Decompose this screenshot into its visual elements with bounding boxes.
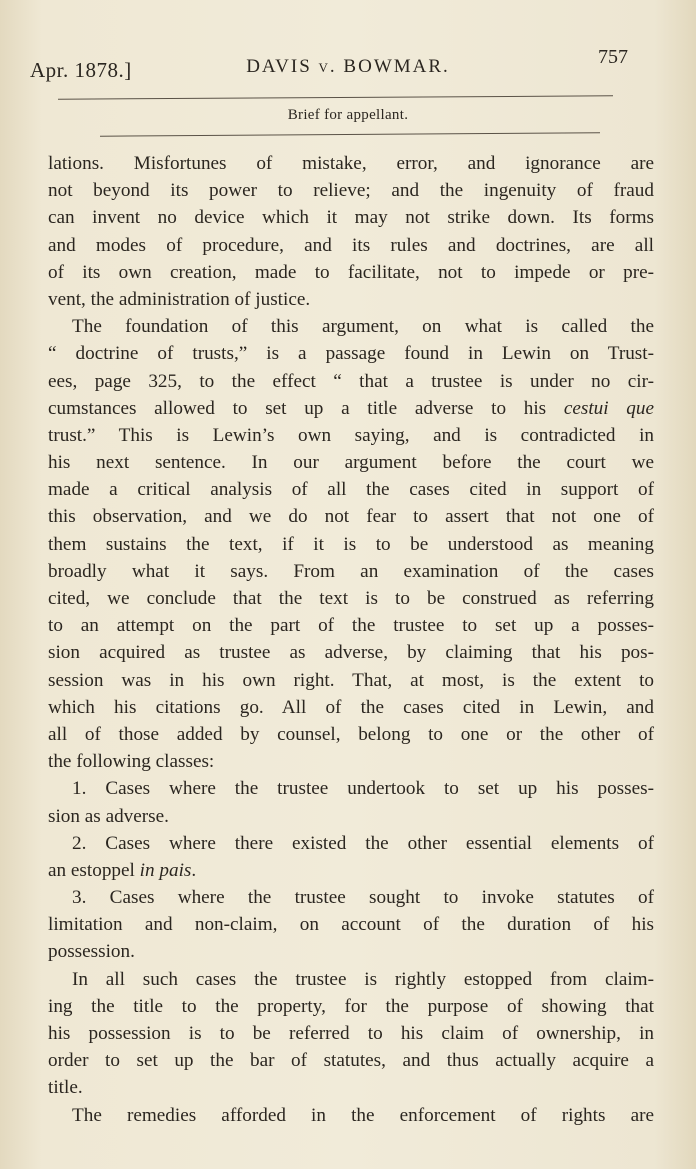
text-line-with-italic: [48, 395, 654, 422]
text-segment: cumstances allowed to set up a title adverse to his: [48, 397, 564, 419]
text-line: vent, the administration of justice.: [48, 288, 311, 310]
text-line: order to set up the bar of statutes, and thus actually acquire a: [48, 1050, 654, 1072]
text-line-with-italic: [48, 857, 654, 884]
text-line: to an attempt on the part of the trustee to set up a posses-: [48, 615, 654, 637]
section-subhead: Brief for appellant.: [287, 107, 409, 123]
text-line: of its own creation, made to facilitate, not to impede or pre-: [48, 261, 654, 283]
text-line: limitation and non-claim, on account of the duration of his: [48, 914, 654, 936]
list-item-1: 1. Cases where the trustee undertook to set up his posses-: [72, 778, 654, 800]
text-line: sion acquired as trustee as adverse, by claiming that his pos-: [48, 642, 654, 664]
text-line: ees, page 325, to the effect “ that a trustee is under no cir-: [48, 370, 654, 392]
text-line: In all such cases the trustee is rightly estopped from claim-: [72, 968, 654, 990]
text-line: title.: [48, 1077, 83, 1099]
italic-phrase: cestui que: [563, 397, 654, 419]
text-line: not beyond its power to relieve; and the ingenuity of fraud: [48, 180, 654, 202]
page-number: 757: [598, 46, 628, 68]
text-line: lations. Misfortunes of mistake, error, and ignorance are: [48, 153, 654, 174]
text-line: which his citations go. All of the cases cited in Lewin, and: [48, 696, 654, 718]
text-line: sion as adverse.: [48, 805, 169, 827]
header-date: Apr. 1878.]: [30, 58, 132, 82]
italic-phrase: in pais: [139, 859, 192, 881]
text-line: made a critical analysis of all the cases cited in support of: [48, 479, 654, 501]
text-line: ing the title to the property, for the purpose of showing that: [48, 995, 654, 1017]
text-line: broadly what it says. From an examination of the cases: [48, 560, 654, 582]
text-line: the following classes:: [48, 751, 215, 773]
running-header: [0, 0, 696, 100]
text-segment: an estoppel: [48, 859, 140, 881]
text-line: The foundation of this argument, on what is called the: [72, 316, 654, 338]
header-case-title: DAVIS v. BOWMAR.: [246, 56, 450, 77]
text-line: and modes of procedure, and its rules and doctrines, are all: [48, 234, 654, 256]
text-line: can invent no device which it may not strike down. Its forms: [48, 207, 654, 229]
text-line: his possession is to be referred to his claim of ownership, in: [48, 1023, 654, 1044]
text-line: this observation, and we do not fear to assert that not one of: [48, 506, 654, 528]
list-item-2: 2. Cases where there existed the other essential elements of: [72, 832, 654, 854]
text-line: cited, we conclude that the text is to be construed as referring: [48, 588, 654, 609]
text-line: session was in his own right. That, at most, is the extent to: [48, 669, 654, 691]
text-line: possession.: [48, 941, 135, 963]
text-line: “ doctrine of trusts,” is a passage found in Lewin on Trust-: [48, 343, 654, 365]
body-text: [48, 150, 654, 1129]
text-line: The remedies afforded in the enforcement of rights are: [72, 1104, 654, 1126]
text-segment: .: [191, 859, 197, 881]
text-line: his next sentence. In our argument before the court we: [48, 452, 654, 474]
text-line: all of those added by counsel, belong to one or the other of: [48, 723, 654, 745]
text-line: them sustains the text, if it is to be understood as meaning: [48, 533, 654, 555]
header-rule-bottom: [100, 132, 600, 136]
text-line: trust.” This is Lewin’s own saying, and is contradicted in: [48, 424, 654, 446]
list-item-3: 3. Cases where the trustee sought to invoke statutes of: [72, 887, 654, 909]
